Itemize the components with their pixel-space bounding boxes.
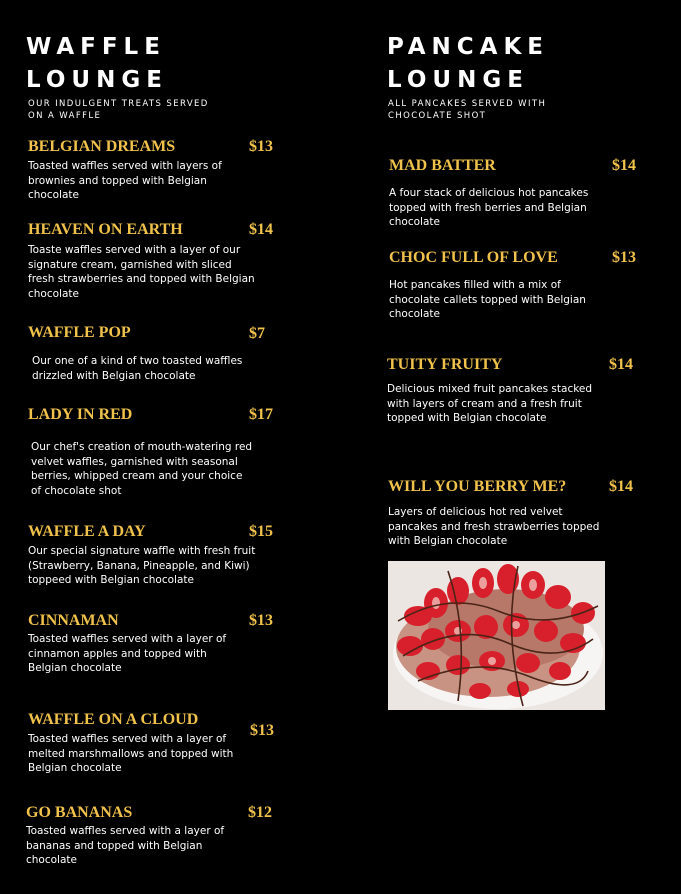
pancake-title-line2: LOUNGE (387, 67, 529, 93)
item-name: WAFFLE ON A CLOUD (28, 711, 199, 728)
item-name: BELGIAN DREAMS (28, 138, 176, 155)
item-name: LADY IN RED (28, 406, 133, 423)
item-price: $14 (249, 221, 273, 238)
strawberry-pancake-photo (388, 561, 605, 710)
item-name: TUITY FRUITY (387, 356, 503, 373)
item-name: WAFFLE POP (28, 324, 131, 341)
item-price: $17 (249, 406, 273, 423)
item-description: Toasted waffles served with a layer of bananas and topped with Belgian chocolate (26, 825, 225, 867)
item-price: $7 (249, 325, 265, 342)
item-price: $13 (249, 138, 273, 155)
waffle-subtitle-line1: OUR INDULGENT TREATS SERVED (28, 99, 209, 109)
pancake-title-line1: PANCAKE (387, 34, 550, 60)
waffle-subtitle-line2: ON A WAFFLE (28, 111, 102, 121)
item-price: $14 (612, 157, 636, 174)
item-name: CINNAMAN (28, 612, 119, 629)
item-description: Toasted waffles served with layers of brownies and topped with Belgian chocolate (28, 160, 222, 202)
item-description: Our one of a kind of two toasted waffles drizzled with Belgian chocolate (32, 355, 243, 382)
strawberry-pancake-image (388, 561, 605, 710)
item-price: $13 (249, 612, 273, 629)
item-description: Our chef's creation of mouth-watering red velvet waffles, garnished with seasonal berries, whipped cream and your choice of chocolate shot (31, 441, 253, 498)
item-description: A four stack of delicious hot pancakes topped with fresh berries and Belgian chocolate (389, 187, 589, 229)
item-name: MAD BATTER (389, 157, 496, 174)
item-description: Toaste waffles served with a layer of our signature cream, garnished with sliced fresh strawberries and topped with Belgian chocolate (28, 244, 255, 301)
item-name: WAFFLE A DAY (28, 523, 146, 540)
pancake-subtitle-line1: ALL PANCAKES SERVED WITH (388, 99, 547, 109)
item-name: CHOC FULL OF LOVE (389, 249, 558, 266)
waffle-title-line1: WAFFLE (26, 34, 166, 60)
item-description: Layers of delicious hot red velvet pancakes and fresh strawberries topped with Belgian chocolate (388, 506, 600, 548)
item-description: Our special signature waffle with fresh fruit (Strawberry, Banana, Pineapple, and Kiwi) toppeed with Belgian chocolate (28, 545, 256, 587)
item-description: Hot pancakes filled with a mix of chocolate callets topped with Belgian chocolate (389, 279, 586, 321)
item-price: $12 (248, 804, 272, 821)
item-name: GO BANANAS (26, 804, 133, 821)
item-price: $14 (609, 356, 633, 373)
item-price: $13 (250, 722, 274, 739)
item-description: Toasted waffles served with a layer of cinnamon apples and topped with Belgian chocolate (28, 633, 227, 675)
item-name: HEAVEN ON EARTH (28, 221, 183, 238)
item-price: $14 (609, 478, 633, 495)
item-description: Delicious mixed fruit pancakes stacked with layers of cream and a fresh fruit topped with Belgian chocolate (387, 383, 593, 425)
item-price: $15 (249, 523, 273, 540)
item-description: Toasted waffles served with a layer of melted marshmallows and topped with Belgian chocolate (28, 733, 234, 775)
waffle-title-line2: LOUNGE (26, 67, 168, 93)
pancake-subtitle-line2: CHOCOLATE SHOT (388, 111, 487, 121)
item-price: $13 (612, 249, 636, 266)
item-name: WILL YOU BERRY ME? (388, 478, 567, 495)
